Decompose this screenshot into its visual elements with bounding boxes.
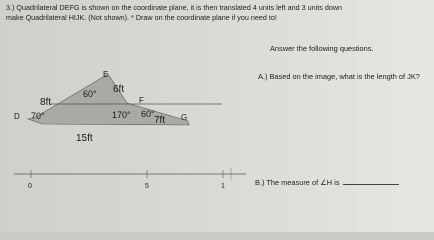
question-b [255, 177, 399, 187]
number-line-label-1: 1 [221, 183, 225, 190]
problem-line-2: make Quadrilateral HIJK. (Not shown). * Draw on the coordinate plane if you need to! [6, 13, 277, 22]
answer-prompt: Answer the following questions. [270, 44, 374, 53]
angle-e-label: 60° [83, 89, 97, 99]
problem-line-1: 3.) Quadrilateral DEFG is shown on the coordinate plane, it is then translated 4 units left and 3 units down [6, 3, 343, 12]
question-a: A.) Based on the image, what is the length of JK? [258, 72, 420, 81]
vertex-d-label: D [14, 112, 20, 121]
angle-d-label: 70° [31, 111, 45, 121]
answer-blank-b[interactable] [343, 177, 399, 185]
question-b-text: B.) The measure of ∠H is [255, 178, 340, 187]
number-line-label-5: 5 [145, 183, 149, 190]
number-line-label-0: 0 [28, 183, 32, 190]
angle-g-label: 60° [141, 109, 155, 119]
side-de-label: 8ft [40, 97, 52, 108]
angle-f-label: 170° [112, 110, 131, 120]
vertex-f-label: F [139, 96, 144, 105]
vertex-g-label: G [181, 113, 188, 122]
side-ef-label: 6ft [113, 84, 125, 95]
vertex-e-label: E [103, 70, 109, 79]
side-dg-label: 15ft [76, 133, 93, 144]
side-fg-label: 7ft [154, 115, 166, 126]
